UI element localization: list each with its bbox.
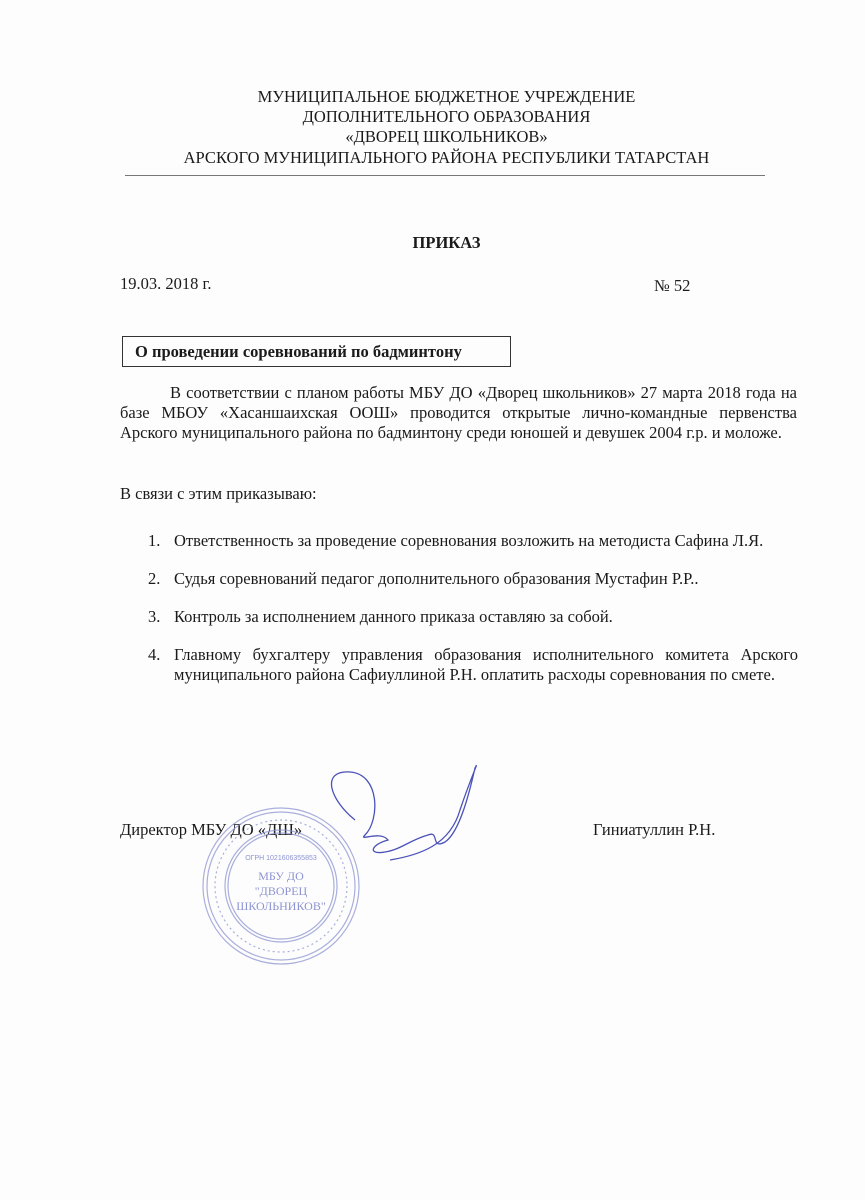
list-item	[148, 569, 798, 589]
order-number: № 52	[654, 276, 691, 295]
org-name-line-1: МУНИЦИПАЛЬНОЕ БЮДЖЕТНОЕ УЧРЕЖДЕНИЕ	[257, 87, 636, 106]
item-text: Ответственность за проведение соревнования возложить на методиста Сафина Л.Я.	[174, 531, 764, 550]
header-divider	[125, 175, 765, 176]
item-number: 3.	[148, 607, 161, 626]
item-text: Главному бухгалтеру управления образования исполнительного комитета Арского муниципального района Сафиуллиной Р.Н. оплатить расходы соревнования по смете.	[174, 645, 798, 684]
item-number: 2.	[148, 569, 161, 588]
stamp-ogrn: ОГРН 1021606355853	[245, 855, 317, 862]
item-number: 4.	[148, 645, 161, 664]
list-item	[148, 607, 798, 627]
list-item	[148, 645, 798, 685]
order-intro: В связи с этим приказываю:	[120, 484, 317, 503]
preamble-paragraph	[120, 383, 797, 443]
preamble-text: В соответствии с планом работы МБУ ДО «Дворец школьников» 27 марта 2018 года на базе МБОУ «Хасаншаихская ООШ» проводится открытые лично-командные первенства Арского муниципального района по бадминтону среди юношей и девушек 2004 г.р. и моложе.	[120, 383, 797, 442]
stamp-text-line: МБУ ДО	[258, 869, 304, 883]
org-name-line-4: АРСКОГО МУНИЦИПАЛЬНОГО РАЙОНА РЕСПУБЛИКИ ТАТАРСТАН	[183, 148, 710, 167]
item-number: 1.	[148, 531, 161, 550]
item-text: Контроль за исполнением данного приказа оставляю за собой.	[174, 607, 613, 626]
item-text: Судья соревнований педагог дополнительного образования Мустафин Р.Р..	[174, 569, 699, 588]
org-name-line-2: ДОПОЛНИТЕЛЬНОГО ОБРАЗОВАНИЯ	[302, 107, 591, 126]
signatory-position: Директор МБУ ДО «ДШ»	[120, 820, 303, 839]
signatory-name: Гиниатуллин Р.Н.	[593, 820, 716, 839]
handwritten-signature	[310, 760, 490, 890]
order-subject: О проведении соревнований по бадминтону	[122, 336, 511, 367]
order-date: 19.03. 2018 г.	[120, 274, 212, 293]
org-name-line-3: «ДВОРЕЦ ШКОЛЬНИКОВ»	[345, 127, 548, 146]
stamp-text-line: ШКОЛЬНИКОВ"	[236, 899, 326, 913]
document-type: ПРИКАЗ	[412, 233, 481, 252]
list-item	[148, 531, 798, 551]
stamp-text-line: "ДВОРЕЦ	[254, 884, 308, 898]
